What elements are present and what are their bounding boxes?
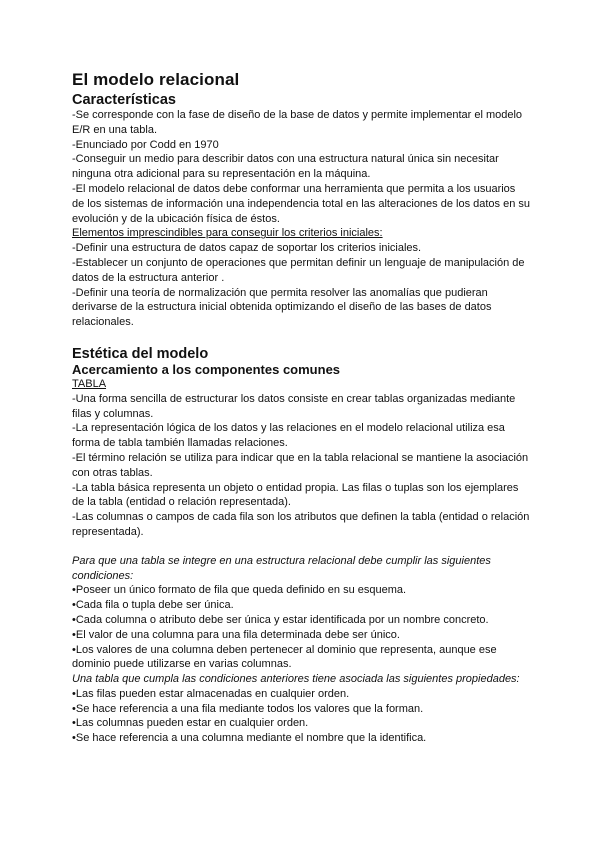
section-heading-estetica: Estética del modelo <box>72 345 209 362</box>
list-item: • Las filas pueden estar almacenadas en cualquier orden. <box>72 687 530 702</box>
criteria-item: -Definir una teoría de normalización que permita resolver las anomalías que pudieran derivarse de la estructura inicial obtenida optimizando el diseño de las bases de datos relacionales. <box>72 286 492 329</box>
list-item: • Se hace referencia a una fila mediante todos los valores que la forman. <box>72 702 530 717</box>
subheading-elementos: Elementos imprescindibles para conseguir los criterios iniciales: <box>72 227 383 240</box>
section-heading-caracteristicas: Características <box>72 92 176 108</box>
paragraph: -Conseguir un medio para describir datos con una estructura natural única sin necesitar ninguna otra adicional para su representación en la máquina. <box>72 153 499 181</box>
list-item: • El valor de una columna para una fila determinada debe ser único. <box>72 628 530 643</box>
paragraph: -Enunciado por Codd en 1970 <box>72 138 219 151</box>
criteria-item: -Definir una estructura de datos capaz de soportar los criterios iniciales. <box>72 242 422 255</box>
list-item: • Cada fila o tupla debe ser única. <box>72 598 530 613</box>
paragraph: -Se corresponde con la fase de diseño de la base de datos y permite implementar el modelo E/R en una tabla. <box>72 109 523 136</box>
conditions-list <box>72 583 530 672</box>
paragraph: -La representación lógica de los datos y las relaciones en el modelo relacional utiliza esa forma de tabla también llamadas relaciones. <box>72 422 505 450</box>
list-item: • Los valores de una columna deben pertenecer al dominio que representa, aunque ese dominio puede utilizarse en varias columnas. <box>72 643 530 673</box>
conditions-intro: Para que una tabla se integre en una estructura relacional debe cumplir las siguientes condiciones: <box>72 554 491 582</box>
paragraph: -Las columnas o campos de cada fila son los atributos que definen la tabla (entidad o relación representada). <box>72 511 530 538</box>
label-tabla: TABLA <box>72 377 107 390</box>
subheading-componentes: Acercamiento a los componentes comunes <box>72 361 341 377</box>
paragraph: -La tabla básica representa un objeto o entidad propia. Las filas o tuplas son los ejemplares de la tabla (entidad o relación representada). <box>72 481 519 509</box>
list-item: • Poseer un único formato de fila que queda definido en su esquema. <box>72 583 530 598</box>
paragraph: -El término relación se utiliza para indicar que en la tabla relacional se mantiene la asociación con otras tablas. <box>72 451 529 479</box>
properties-intro: Una tabla que cumpla las condiciones anteriores tiene asociada las siguientes propiedades: <box>72 673 520 686</box>
paragraph: -El modelo relacional de datos debe conformar una herramienta que permita a los usuarios de los sistemas de información una independencia total en las alteraciones de los datos en su evolución y de la ubicación física de éstos. <box>72 182 531 225</box>
properties-list <box>72 687 530 746</box>
list-item: • Se hace referencia a una columna mediante el nombre que la identifica. <box>72 731 530 746</box>
list-item: • Cada columna o atributo debe ser única y estar identificada por un nombre concreto. <box>72 613 530 628</box>
paragraph: -Una forma sencilla de estructurar los datos consiste en crear tablas organizadas mediante filas y columnas. <box>72 392 516 420</box>
document-page <box>72 70 530 746</box>
criteria-item: -Establecer un conjunto de operaciones que permitan definir un lenguaje de manipulación de datos de la estructura anterior . <box>72 256 525 284</box>
page-title: El modelo relacional <box>72 70 240 89</box>
list-item: • Las columnas pueden estar en cualquier orden. <box>72 716 530 731</box>
